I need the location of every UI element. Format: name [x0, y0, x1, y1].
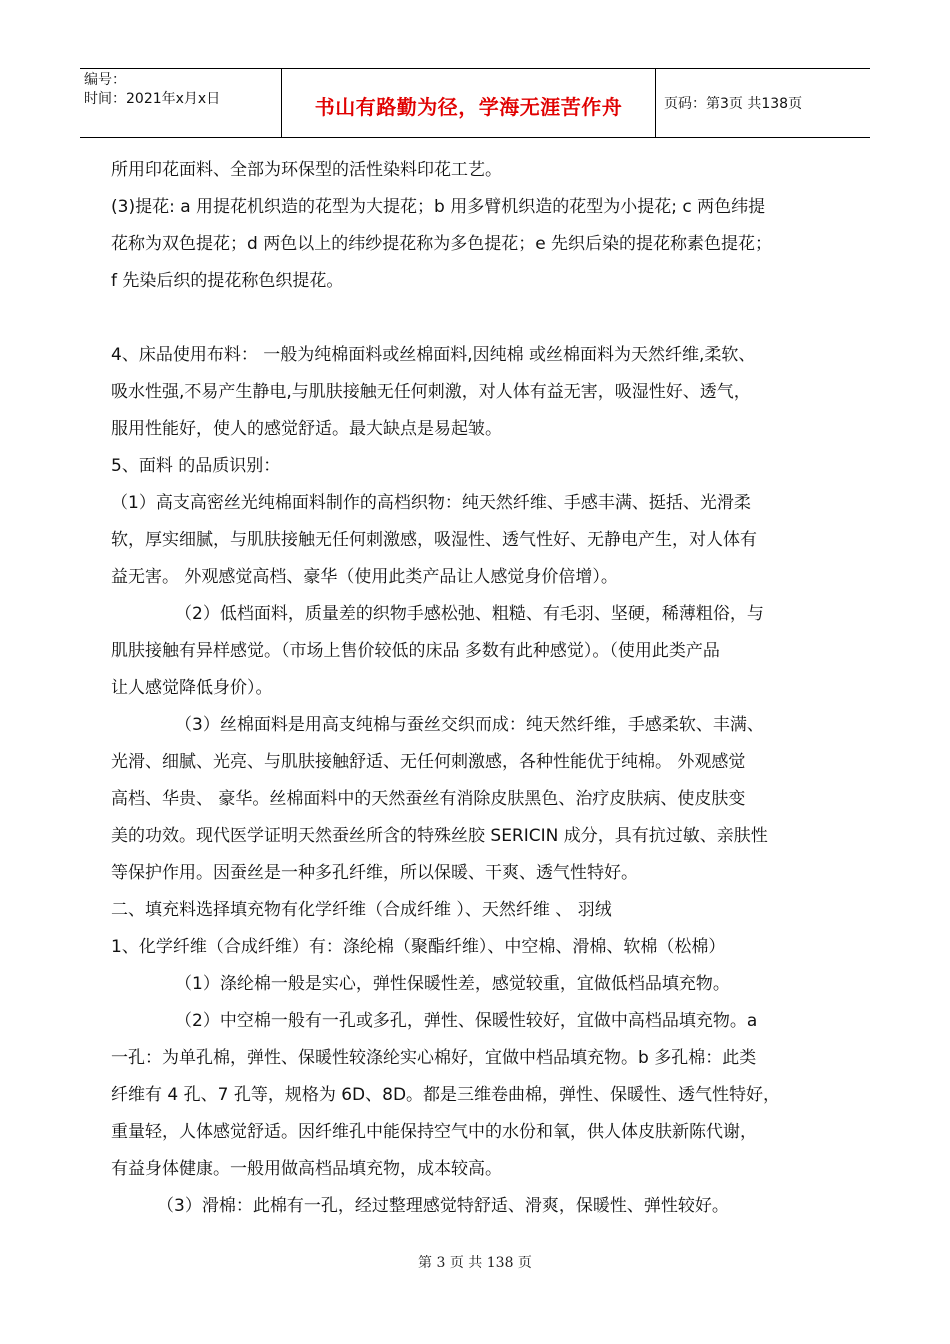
header-page-info [656, 69, 870, 137]
body-line: 肌肤接触有异样感觉。（市场上售价较低的床品 多数有此种感觉）。（使用此类产品 [111, 641, 720, 661]
body-line: 1、化学纤维（合成纤维）有：涤纶棉（聚酯纤维）、中空棉、滑棉、软棉（松棉） [111, 937, 726, 957]
page-info-text: 页码：第3页 共138页 [664, 96, 803, 112]
body-line: 4、床品使用布料： 一般为纯棉面料或丝棉面料,因纯棉 或丝棉面料为天然纤维,柔软、 [111, 345, 756, 365]
body-line: f 先染后织的提花称色织提花。 [111, 271, 344, 291]
document-body [111, 152, 851, 1225]
time-label: 时间：2021年x月x日 [84, 91, 221, 107]
body-line: (3)提花: a 用提花机织造的花型为大提花；b 用多臂机织造的花型为小提花; c 两色纬提 [111, 197, 766, 217]
footer-page-number: 第 3 页 共 138 页 [418, 1255, 532, 1271]
body-line: 二、填充料选择填充物有化学纤维（合成纤维 ）、天然纤维 、 羽绒 [111, 900, 612, 920]
header-meta [80, 69, 282, 137]
document-header [80, 68, 870, 138]
body-line: 一孔：为单孔棉，弹性、保暖性较涤纶实心棉好，宜做中档品填充物。b 多孔棉：此类 [111, 1048, 757, 1068]
body-line: 吸水性强,不易产生静电,与肌肤接触无任何刺激，对人体有益无害，吸湿性好、透气， [111, 382, 751, 402]
body-line: 所用印花面料、全部为环保型的活性染料印花工艺。 [111, 160, 502, 180]
body-line: 益无害。 外观感觉高档、豪华（使用此类产品让人感觉身价倍增）。 [111, 567, 618, 587]
blank-line [111, 300, 851, 337]
body-line: 软，厚实细腻，与肌肤接触无任何刺激感，吸湿性、透气性好、无静电产生，对人体有 [111, 530, 757, 550]
body-line: （3）滑棉：此棉有一孔，经过整理感觉特舒适、滑爽，保暖性、弹性较好。 [157, 1196, 729, 1216]
body-line: 光滑、细腻、光亮、与肌肤接触舒适、无任何刺激感，各种性能优于纯棉。 外观感觉 [111, 752, 746, 772]
body-line: （1）高支高密丝光纯棉面料制作的高档织物：纯天然纤维、手感丰满、挺括、光滑柔 [111, 493, 751, 513]
body-line: 纤维有 4 孔、7 孔等，规格为 6D、8D。都是三维卷曲棉，弹性、保暖性、透气性特好， [111, 1085, 781, 1105]
body-line: 高档、华贵、 豪华。丝棉面料中的天然蚕丝有消除皮肤黑色、治疗皮肤病、使皮肤变 [111, 789, 746, 809]
body-line: 重量轻，人体感觉舒适。因纤维孔中能保持空气中的水份和氧，供人体皮肤新陈代谢， [111, 1122, 757, 1142]
body-line: 让人感觉降低身价）。 [111, 678, 273, 698]
body-line: （1）涤纶棉一般是实心，弹性保暖性差，感觉较重，宜做低档品填充物。 [175, 974, 730, 994]
motto-text: 书山有路勤为径，学海无涯苦作舟 [314, 94, 623, 119]
body-line: 服用性能好，使人的感觉舒适。最大缺点是易起皱。 [111, 419, 502, 439]
body-line: （3）丝棉面料是用高支纯棉与蚕丝交织而成：纯天然纤维，手感柔软、丰满、 [175, 715, 764, 735]
header-motto-cell [282, 69, 656, 137]
body-line: （2）中空棉一般有一孔或多孔，弹性、保暖性较好，宜做中高档品填充物。a [175, 1011, 758, 1031]
body-line: 花称为双色提花；d 两色以上的纬纱提花称为多色提花；e 先织后染的提花称素色提花； [111, 234, 773, 254]
body-line: 等保护作用。因蚕丝是一种多孔纤维，所以保暖、干爽、透气性特好。 [111, 863, 638, 883]
body-line: 5、面料 的品质识别： [111, 456, 281, 476]
page-footer [0, 1252, 950, 1272]
number-label: 编号： [84, 72, 126, 88]
body-line: 有益身体健康。一般用做高档品填充物，成本较高。 [111, 1159, 502, 1179]
body-line: （2）低档面料，质量差的织物手感松弛、粗糙、有毛羽、坚硬，稀薄粗俗，与 [175, 604, 764, 624]
body-line: 美的功效。现代医学证明天然蚕丝所含的特殊丝胶 SERICIN 成分，具有抗过敏、亲肤性 [111, 826, 768, 846]
